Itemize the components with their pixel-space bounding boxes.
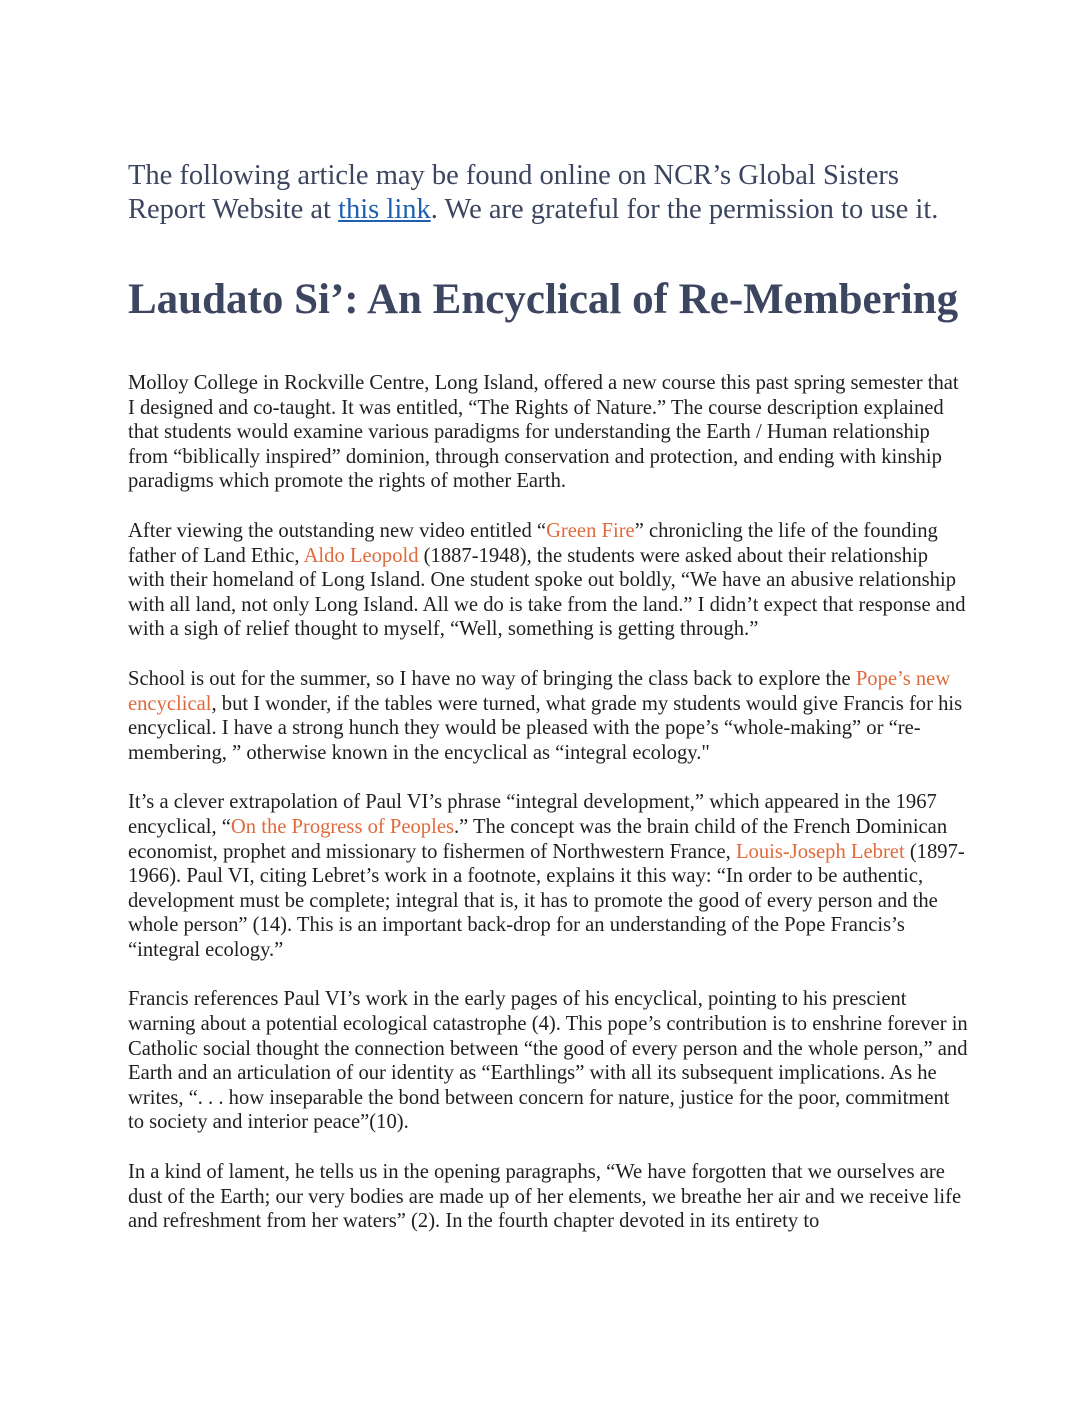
inline-link[interactable]: Aldo Leopold [303,544,419,567]
paragraph-text: Francis references Paul VI’s work in the early pages of his encyclical, pointing to his prescient warning about a potential ecological catastrophe (4). This pope’s contribution is to enshrine forever in Catholic social thought the connection between “the good of every person and the whole person,” and Earth and an articulation of our identity as “Earthlings” with all its subsequent implications. As he writes, “. . . how inseparable the bond between concern for nature, justice for the poor, commitment to society and interior peace”(10). [128,988,968,1134]
paragraph-text: ” chronicling the life of the founding father of Land Ethic, [128,519,938,567]
intro-text-after: . We are grateful for the permission to use it. [430,194,939,225]
paragraph-text: , but I wonder, if the tables were turned, what grade my students would give Francis for his encyclical. I have a strong hunch they would be pleased with the pope’s “whole-making” or “re-membering, ” otherwise known in the encyclical as “integral ecology." [128,692,963,764]
paragraph-text: Molloy College in Rockville Centre, Long Island, offered a new course this past spring semester that I designed and co-taught. It was entitled, “The Rights of Nature.” The course description explained that students would examine various paradigms for understanding the Earth / Human relationship from “biblically inspired” dominion, through conservation and protection, and ending with kinship paradigms which promote the rights of mother Earth. [128,372,959,493]
paragraph-text: After viewing the outstanding new video entitled “ [128,519,547,542]
article-paragraph [128,371,968,494]
inline-link[interactable]: Louis-Joseph Lebret [735,840,905,863]
intro-note [128,159,968,227]
paragraph-text: (1897-1966). Paul VI, citing Lebret’s work in a footnote, explains it this way: “In order to be authentic, development must be complete; integral that is, it has to promote the good of every person and the whole person” (14). This is an important back-drop for an understanding of the Pope Francis’s “integral ecology.” [128,840,965,961]
article-title: Laudato Si’: An Encyclical of Re-Membering [128,276,959,323]
article-paragraph [128,519,968,642]
article-paragraph [128,667,968,765]
inline-link[interactable]: On the Progress of Peoples [230,815,454,838]
article-paragraph [128,987,968,1135]
paragraph-text: (1887-1948), the students were asked about their relationship with their homeland of Long Island. One student spoke out boldly, “We have an abusive relationship with all land, not only Long Island. All we do is take from the land.” I didn’t expect that response and with a sigh of relief thought to myself, “Well, something is getting through.” [128,544,966,641]
inline-link[interactable]: Green Fire [546,519,635,542]
paragraph-text: It’s a clever extrapolation of Paul VI’s phrase “integral development,” which appeared in the 1967 encyclical, “ [128,791,937,838]
paragraph-text: .” The concept was the brain child of the French Dominican economist, prophet and missionary to fishermen of Northwestern France, [128,815,948,863]
paragraph-text: School is out for the summer, so I have no way of bringing the class back to explore the [128,667,856,690]
article-paragraph [128,1160,968,1234]
article-body [128,371,968,1259]
inline-link[interactable]: Pope’s new encyclical [128,667,951,715]
paragraph-text: In a kind of lament, he tells us in the opening paragraphs, “We have forgotten that we ourselves are dust of the Earth; our very bodies are made up of her elements, we breathe her air and we receive life and refreshment from her waters” (2). In the fourth chapter devoted in its entirety to [128,1161,962,1233]
intro-text-before: The following article may be found online on NCR’s Global Sisters Report Website at [128,160,899,225]
this-link[interactable]: this link [338,194,431,225]
article-paragraph [128,790,968,962]
